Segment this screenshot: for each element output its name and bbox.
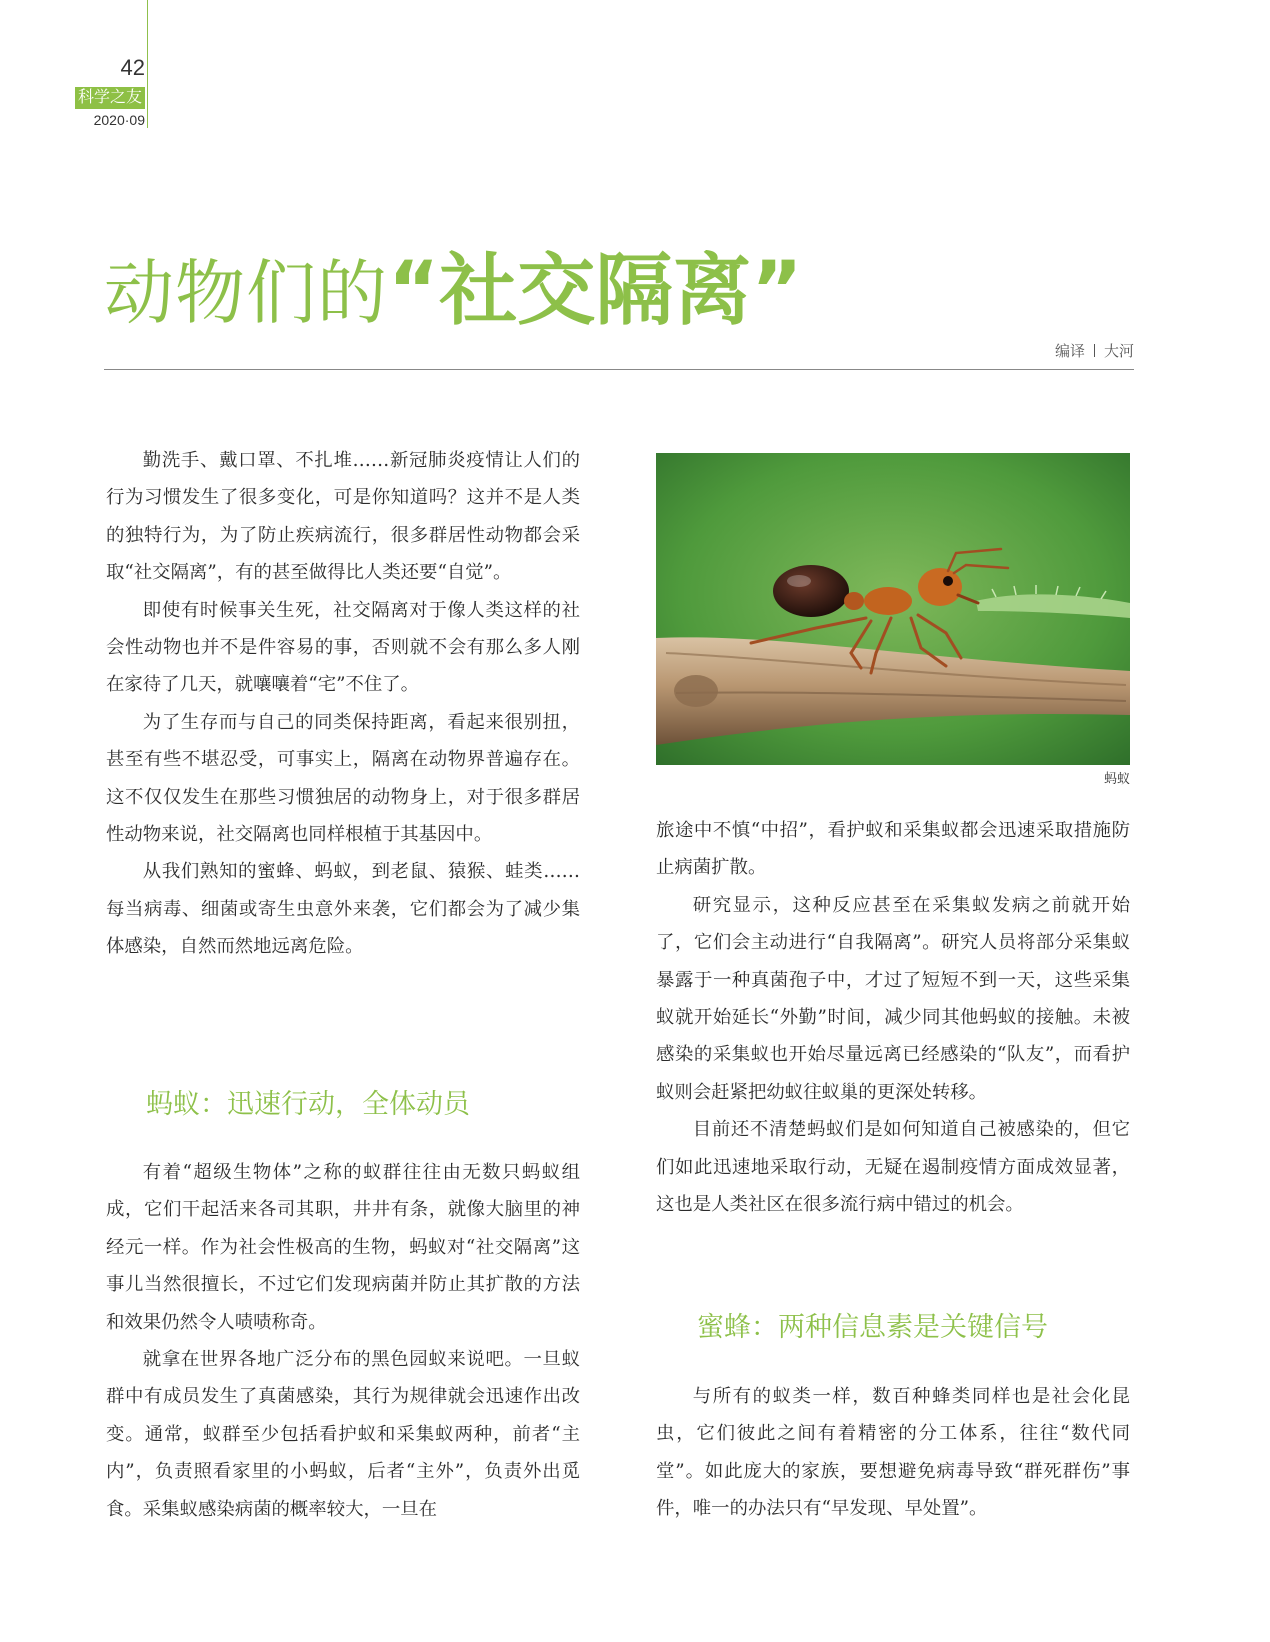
issue-date: 2020·09 — [93, 112, 145, 128]
paragraph: 目前还不清楚蚂蚁们是如何知道自己被感染的，但它们如此迅速地采取行动，无疑在遏制疫情方面成效显著，这也是人类社区在很多流行病中错过的机会。 — [656, 1119, 1130, 1216]
right-column-bees — [656, 1378, 1130, 1528]
paragraph: 旅途中不慎“中招”，看护蚁和采集蚁都会迅速采取措施防止病菌扩散。 — [656, 820, 1130, 879]
photo-caption: 蚂蚁 — [1103, 771, 1130, 786]
page-number: 42 — [120, 55, 145, 80]
folio-rule — [147, 0, 148, 128]
paragraph: 就拿在世界各地广泛分布的黑色园蚁来说吧。一旦蚁群中有成员发生了真菌感染，其行为规律就会迅速作出改变。通常，蚁群至少包括看护蚁和采集蚁两种，前者“主内”，负责照看家里的小蚂蚁，后者“主外”，负责外出觅食。采集蚁感染病菌的概率较大，一旦在 — [106, 1349, 580, 1520]
section-heading-ants: 蚂蚁：迅速行动，全体动员 — [146, 1089, 470, 1120]
paragraph: 即使有时候事关生死，社交隔离对于像人类这样的社会性动物也并不是件容易的事，否则就不会有那么多人刚在家待了几天，就嚷嚷着“宅”不住了。 — [106, 599, 580, 696]
section-heading-bees: 蜜蜂：两种信息素是关键信号 — [697, 1312, 1048, 1343]
byline-author: 大河 — [1103, 343, 1134, 360]
ant-photo — [656, 453, 1130, 765]
title-light-part: 动物们的 — [104, 252, 388, 334]
paragraph: 与所有的蚁类一样，数百种蜂类同样也是社会化昆虫，它们彼此之间有着精密的分工体系，往往“数代同堂”。如此庞大的家族，要想避免病毒导致“群死群伤”事件，唯一的办法只有“早发现、早处置”。 — [656, 1386, 1130, 1520]
byline-label: 编译 — [1054, 343, 1085, 360]
paragraph: 有着“超级生物体”之称的蚁群往往由无数只蚂蚁组成，它们干起活来各司其职，井井有条，就像大脑里的神经元一样。作为社会性极高的生物，蚂蚁对“社交隔离”这事儿当然很擅长，不过它们发现病菌并防止其扩散的方法和效果仍然令人啧啧称奇。 — [106, 1162, 580, 1333]
magazine-name: 科学之友 — [75, 87, 145, 109]
left-column-intro — [106, 442, 580, 966]
right-column-ants — [656, 812, 1130, 1223]
title-rule — [104, 369, 1134, 370]
paragraph: 勤洗手、戴口罩、不扎堆……新冠肺炎疫情让人们的行为习惯发生了很多变化，可是你知道吗？这并不是人类的独特行为，为了防止疾病流行，很多群居性动物都会采取“社交隔离”，有的甚至做得比人类还要“自觉”。 — [106, 450, 580, 584]
paragraph: 为了生存而与自己的同类保持距离，看起来很别扭，甚至有些不堪忍受，可事实上，隔离在动物界普遍存在。这不仅仅发生在那些习惯独居的动物身上，对于很多群居性动物来说，社交隔离也同样根植于其基因中。 — [106, 711, 580, 846]
title-bold-part: “社交隔离” — [388, 246, 803, 336]
left-column-ants — [106, 1154, 580, 1528]
paragraph: 从我们熟知的蜜蜂、蚂蚁，到老鼠、猿猴、蛙类……每当病毒、细菌或寄生虫意外来袭，它们都会为了减少集体感染，自然而然地远离危险。 — [106, 861, 580, 958]
byline-separator — [1094, 344, 1095, 357]
article-title — [104, 246, 803, 346]
byline — [1055, 340, 1134, 361]
paragraph: 研究显示，这种反应甚至在采集蚁发病之前就开始了，它们会主动进行“自我隔离”。研究人员将部分采集蚁暴露于一种真菌孢子中，才过了短短不到一天，这些采集蚁就开始延长“外勤”时间，减少同其他蚂蚁的接触。未被感染的采集蚁也开始尽量远离已经感染的“队友”，而看护蚁则会赶紧把幼蚁往蚁巢的更深处转移。 — [656, 894, 1130, 1103]
